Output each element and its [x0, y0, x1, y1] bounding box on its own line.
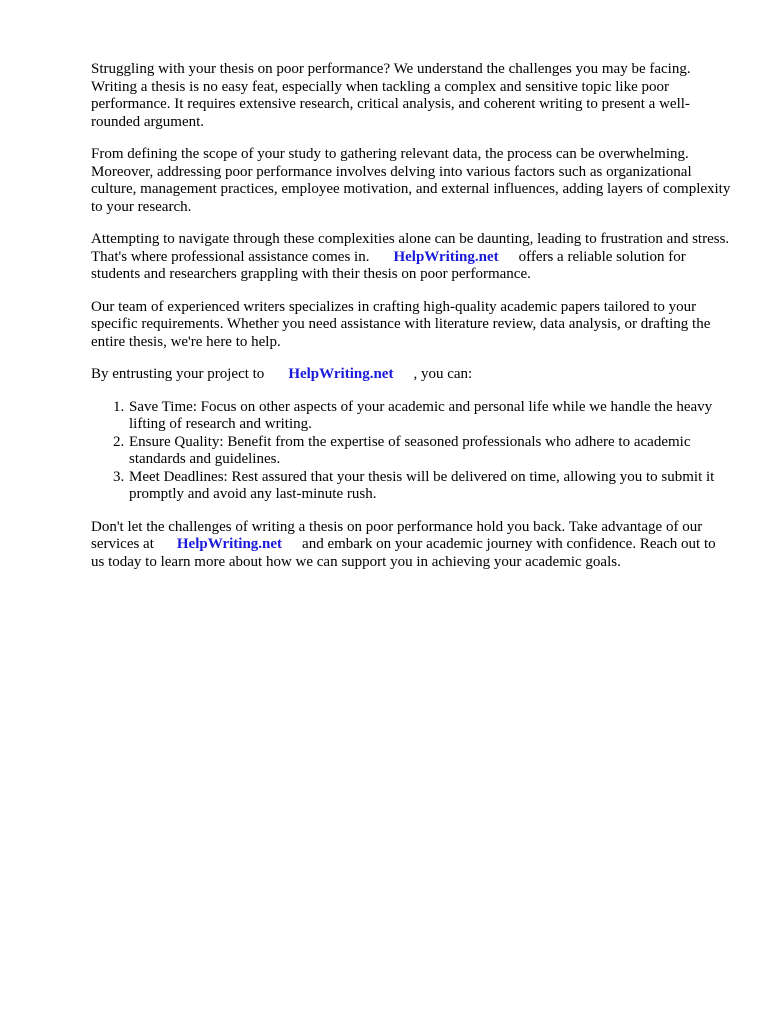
paragraph-assistance-text-after: offers a reliable solution for students and researchers grappling with their thesis on poor performance.	[91, 248, 686, 282]
paragraph-entrusting-text-before: By entrusting your project to	[91, 366, 265, 382]
helpwriting-link-2[interactable]: HelpWriting.net	[288, 366, 394, 382]
list-item-ensure-quality: 2. Ensure Quality: Benefit from the expertise of seasoned professionals who adhere to academic standards and guidelines.	[128, 434, 731, 469]
helpwriting-link-1[interactable]: HelpWriting.net	[393, 248, 499, 265]
list-item-save-time: 1. Save Time: Focus on other aspects of your academic and personal life while we handle the heavy lifting of research and writing.	[128, 399, 731, 434]
paragraph-assistance-text-before: Attempting to navigate through these complexities alone can be daunting, leading to frustration and stress. That's where professional assistance comes in.	[91, 231, 730, 265]
benefits-list	[91, 399, 731, 504]
paragraph-assistance	[91, 231, 731, 284]
helpwriting-link-3[interactable]: HelpWriting.net	[176, 536, 283, 552]
paragraph-closing-text-before: Don't let the challenges of writing a thesis on poor performance hold you back. Take advantage of our services at	[91, 518, 703, 552]
paragraph-team: Our team of experienced writers specializes in crafting high-quality academic papers tailored to your specific requirements. Whether you need assistance with literature review, data analysis, or drafting the entire thesis, we're here to help.	[91, 298, 711, 350]
document-page	[91, 61, 731, 586]
paragraph-entrusting	[91, 366, 731, 384]
paragraph-challenges: From defining the scope of your study to gathering relevant data, the process can be overwhelming. Moreover, addressing poor performance involves delving into various factors such as organizational culture, management practices, employee motivation, and external influences, adding layers of complexity to your research.	[91, 146, 731, 215]
list-item-meet-deadlines: 3. Meet Deadlines: Rest assured that your thesis will be delivered on time, allowing you to submit it promptly and avoid any last-minute rush.	[128, 469, 731, 504]
paragraph-closing-text-after: and embark on your academic journey with confidence. Reach out to us today to learn more about how we can support you in achieving your academic goals.	[91, 536, 716, 570]
paragraph-entrusting-text-after: , you can:	[413, 366, 473, 382]
paragraph-intro: Struggling with your thesis on poor performance? We understand the challenges you may be facing. Writing a thesis is no easy feat, especially when tackling a complex and sensitive topic like poor performance. It requires extensive research, critical analysis, and coherent writing to present a well-rounded argument.	[91, 61, 691, 130]
paragraph-closing	[91, 519, 731, 572]
